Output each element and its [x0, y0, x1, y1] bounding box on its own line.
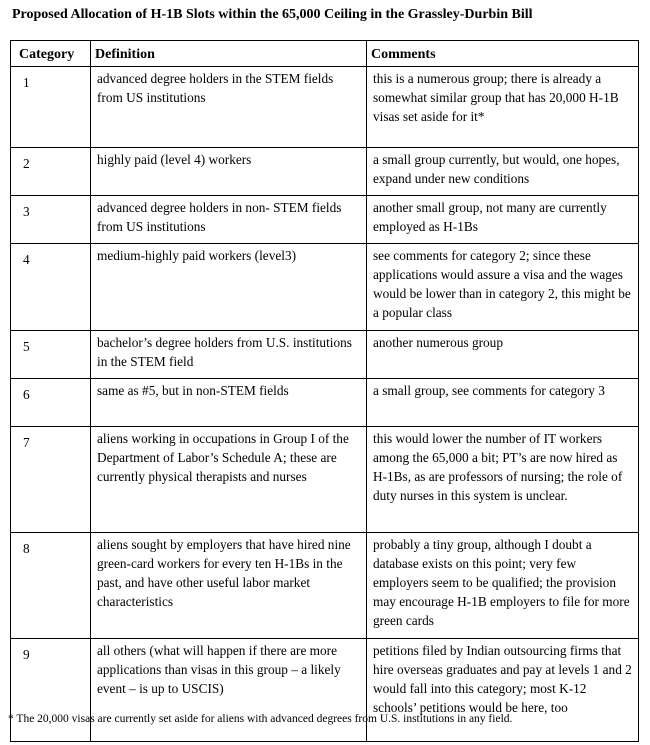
- table-row: [11, 379, 639, 427]
- table-row: [11, 244, 639, 331]
- table-row: [11, 196, 639, 244]
- category-cell: 1: [11, 67, 91, 148]
- table-row: [11, 533, 639, 639]
- category-cell: 8: [11, 533, 91, 639]
- definition-cell: advanced degree holders in non- STEM fields from US institutions: [91, 196, 367, 244]
- header-definition: Definition: [91, 41, 367, 67]
- comments-cell: another small group, not many are currently employed as H-1Bs: [367, 196, 639, 244]
- table-row: [11, 427, 639, 533]
- header-comments: Comments: [367, 41, 639, 67]
- page-title: Proposed Allocation of H-1B Slots within the 65,000 Ceiling in the Grassley-Durbin Bill: [12, 7, 533, 22]
- category-cell: 7: [11, 427, 91, 533]
- comments-cell: a small group, see comments for category 3: [367, 379, 639, 427]
- definition-cell: same as #5, but in non-STEM fields: [91, 379, 367, 427]
- footnote: * The 20,000 visas are currently set aside for aliens with advanced degrees from U.S. institutions in any field.: [8, 713, 513, 725]
- definition-cell: medium-highly paid workers (level3): [91, 244, 367, 331]
- comments-cell: a small group currently, but would, one hopes, expand under new conditions: [367, 148, 639, 196]
- category-cell: 6: [11, 379, 91, 427]
- category-cell: 3: [11, 196, 91, 244]
- category-cell: 5: [11, 331, 91, 379]
- category-cell: 9: [11, 639, 91, 742]
- comments-cell: petitions filed by Indian outsourcing firms that hire overseas graduates and pay at levels 1 and 2 would fall into this category; most K-12 schools’ petitions would be here, too: [367, 639, 639, 742]
- header-category: Category: [11, 41, 91, 67]
- definition-cell: bachelor’s degree holders from U.S. institutions in the STEM field: [91, 331, 367, 379]
- definition-cell: advanced degree holders in the STEM fields from US institutions: [91, 67, 367, 148]
- comments-cell: another numerous group: [367, 331, 639, 379]
- definition-cell: aliens working in occupations in Group I of the Department of Labor’s Schedule A; these are currently physical therapists and nurses: [91, 427, 367, 533]
- table-row: [11, 639, 639, 742]
- table-row: [11, 148, 639, 196]
- allocation-table: [10, 40, 639, 742]
- table-header-row: [11, 41, 639, 67]
- comments-cell: this would lower the number of IT workers among the 65,000 a bit; PT’s are now hired as H-1Bs, as are professors of nursing; the role of duty nurses in this system is unclear.: [367, 427, 639, 533]
- comments-cell: this is a numerous group; there is already a somewhat similar group that has 20,000 H-1B visas set aside for it*: [367, 67, 639, 148]
- definition-cell: aliens sought by employers that have hired nine green-card workers for every ten H-1Bs in the past, and have other useful labor market characteristics: [91, 533, 367, 639]
- comments-cell: probably a tiny group, although I doubt a database exists on this point; very few employers seem to be qualified; the provision may encourage H-1B employers to file for more green cards: [367, 533, 639, 639]
- category-cell: 2: [11, 148, 91, 196]
- definition-cell: all others (what will happen if there are more applications than visas in this group – a likely event – is up to USCIS): [91, 639, 367, 742]
- definition-cell: highly paid (level 4) workers: [91, 148, 367, 196]
- category-cell: 4: [11, 244, 91, 331]
- table-row: [11, 67, 639, 148]
- comments-cell: see comments for category 2; since these applications would assure a visa and the wages would be lower than in category 2, this might be a popular class: [367, 244, 639, 331]
- table-row: [11, 331, 639, 379]
